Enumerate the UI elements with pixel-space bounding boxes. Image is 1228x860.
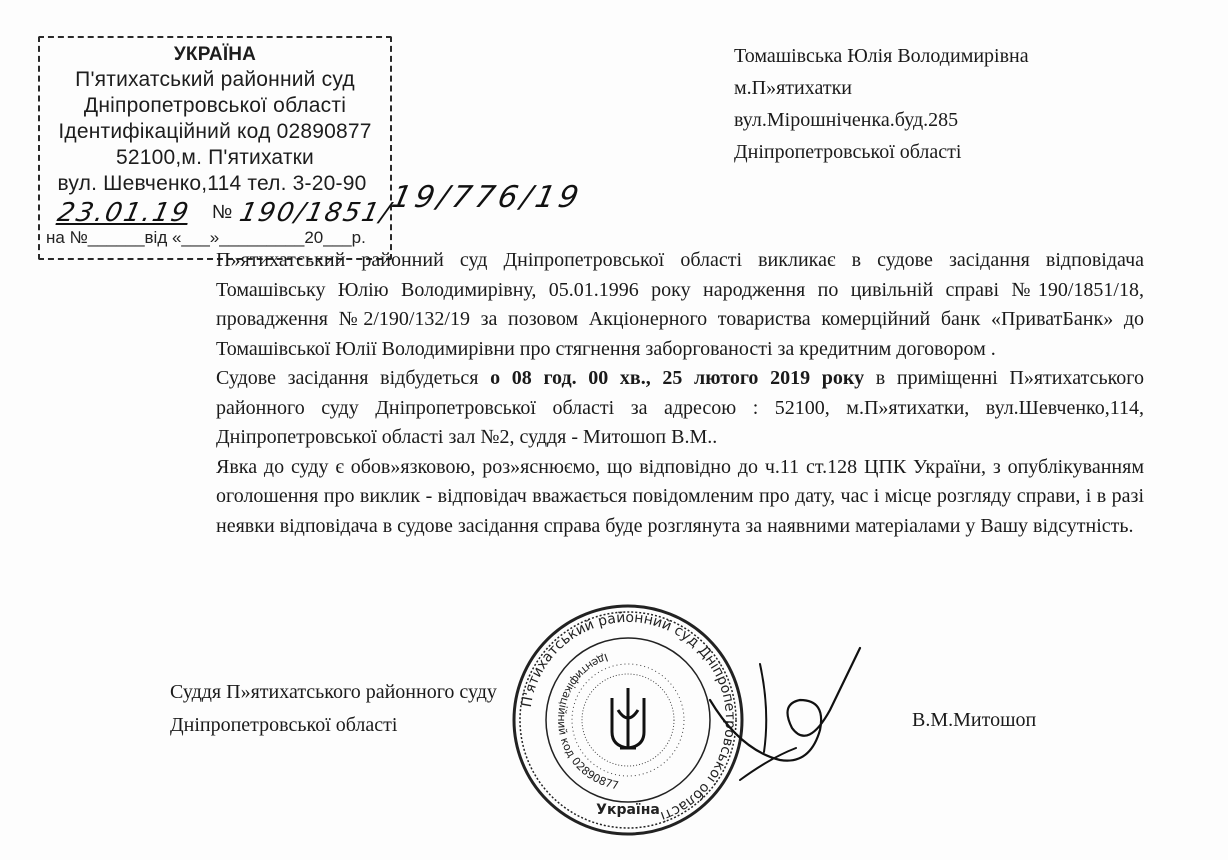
addressee-street: вул.Мірошніченка.буд.285 [734, 109, 959, 131]
stamp-city: 52100,м. П'ятихатки [116, 146, 314, 169]
seal-outer-text: П'ятихатський районний суд Дніпропетровської області [518, 609, 739, 825]
stamp-court-line2: Дніпропетровської області [83, 94, 347, 117]
registration-stamp [38, 36, 395, 260]
stamp-handwritten-number: 190/1851/ [236, 198, 395, 228]
summons-body [170, 246, 1144, 541]
stamp-street-phone: вул. Шевченко,114 тел. 3-20-90 [57, 172, 367, 195]
paragraph-summons: П»ятихатський районний суд Дніпропетровської області викликає в судове засідання відповідача Томашівську Юлію Володимирівну, 05.01.1996 року народження по цивільній справі №190/1851/18, провадження №2/190/132/19 за позовом Акціонерного товариства комерційний банк «ПриватБанк» до Томашівської Юлії Володимирівни про стягнення заборгованості за кредитним договором . [216, 249, 1144, 360]
addressee-block [734, 40, 1194, 168]
judge-title [170, 676, 497, 742]
addressee-region: Дніпропетровської області [734, 141, 962, 163]
stamp-registration-row [50, 196, 395, 228]
judge-name: В.М.Митошоп [912, 709, 1037, 731]
stamp-number-label: № [212, 202, 233, 223]
hearing-datetime: о 08 год. 00 хв., 25 лютого 2019 року [490, 367, 865, 389]
hearing-text-start: Судове засідання відбудеться [216, 367, 491, 389]
addressee-city: м.П»ятихатки [734, 77, 852, 99]
stamp-reference-line: на №______від «___»_________20___р. [46, 228, 366, 247]
stamp-id-code: Ідентифікаційний код 02890877 [58, 120, 372, 143]
judge-signature [700, 640, 890, 790]
addressee-name: Томашівська Юлія Володимирівна [734, 45, 1029, 67]
stamp-handwritten-date: 23.01.19 [54, 198, 193, 228]
paragraph-attendance: Явка до суду є обов»язковою, роз»яснюємо, що відповідно до ч.11 ст.128 ЦПК України, з опублікуванням оголошення про виклик - відповідач вважається повідомленим про дату, час і місце розгляду справи, і в разі неявки відповідача в судове засідання справа буде розглянута за наявними матеріалами у Вашу відсутність. [216, 455, 1144, 537]
paragraph-hearing [170, 364, 1144, 453]
handwritten-number-suffix: 19/776/19 [388, 180, 586, 215]
stamp-country: УКРАЇНА [173, 44, 257, 65]
judge-title-line2: Дніпропетровської області [170, 714, 398, 736]
trident-icon [612, 688, 644, 748]
seal-bottom-text: Україна [596, 802, 660, 818]
hearing-text-end: в приміщенні П»ятихатського районного суду Дніпропетровської області за адресою : 52100, м.П»ятихатки, вул.Шевченко,114, Дніпропетровської області зал №2, суддя - Митошоп В.М.. [216, 367, 1144, 448]
stamp-court-line1: П'ятихатський районний суд [75, 68, 355, 91]
seal-inner-text: Ідентифікаційний код 02890877 [554, 650, 620, 793]
judge-title-line1: Суддя П»ятихатського районного суду [170, 681, 497, 703]
